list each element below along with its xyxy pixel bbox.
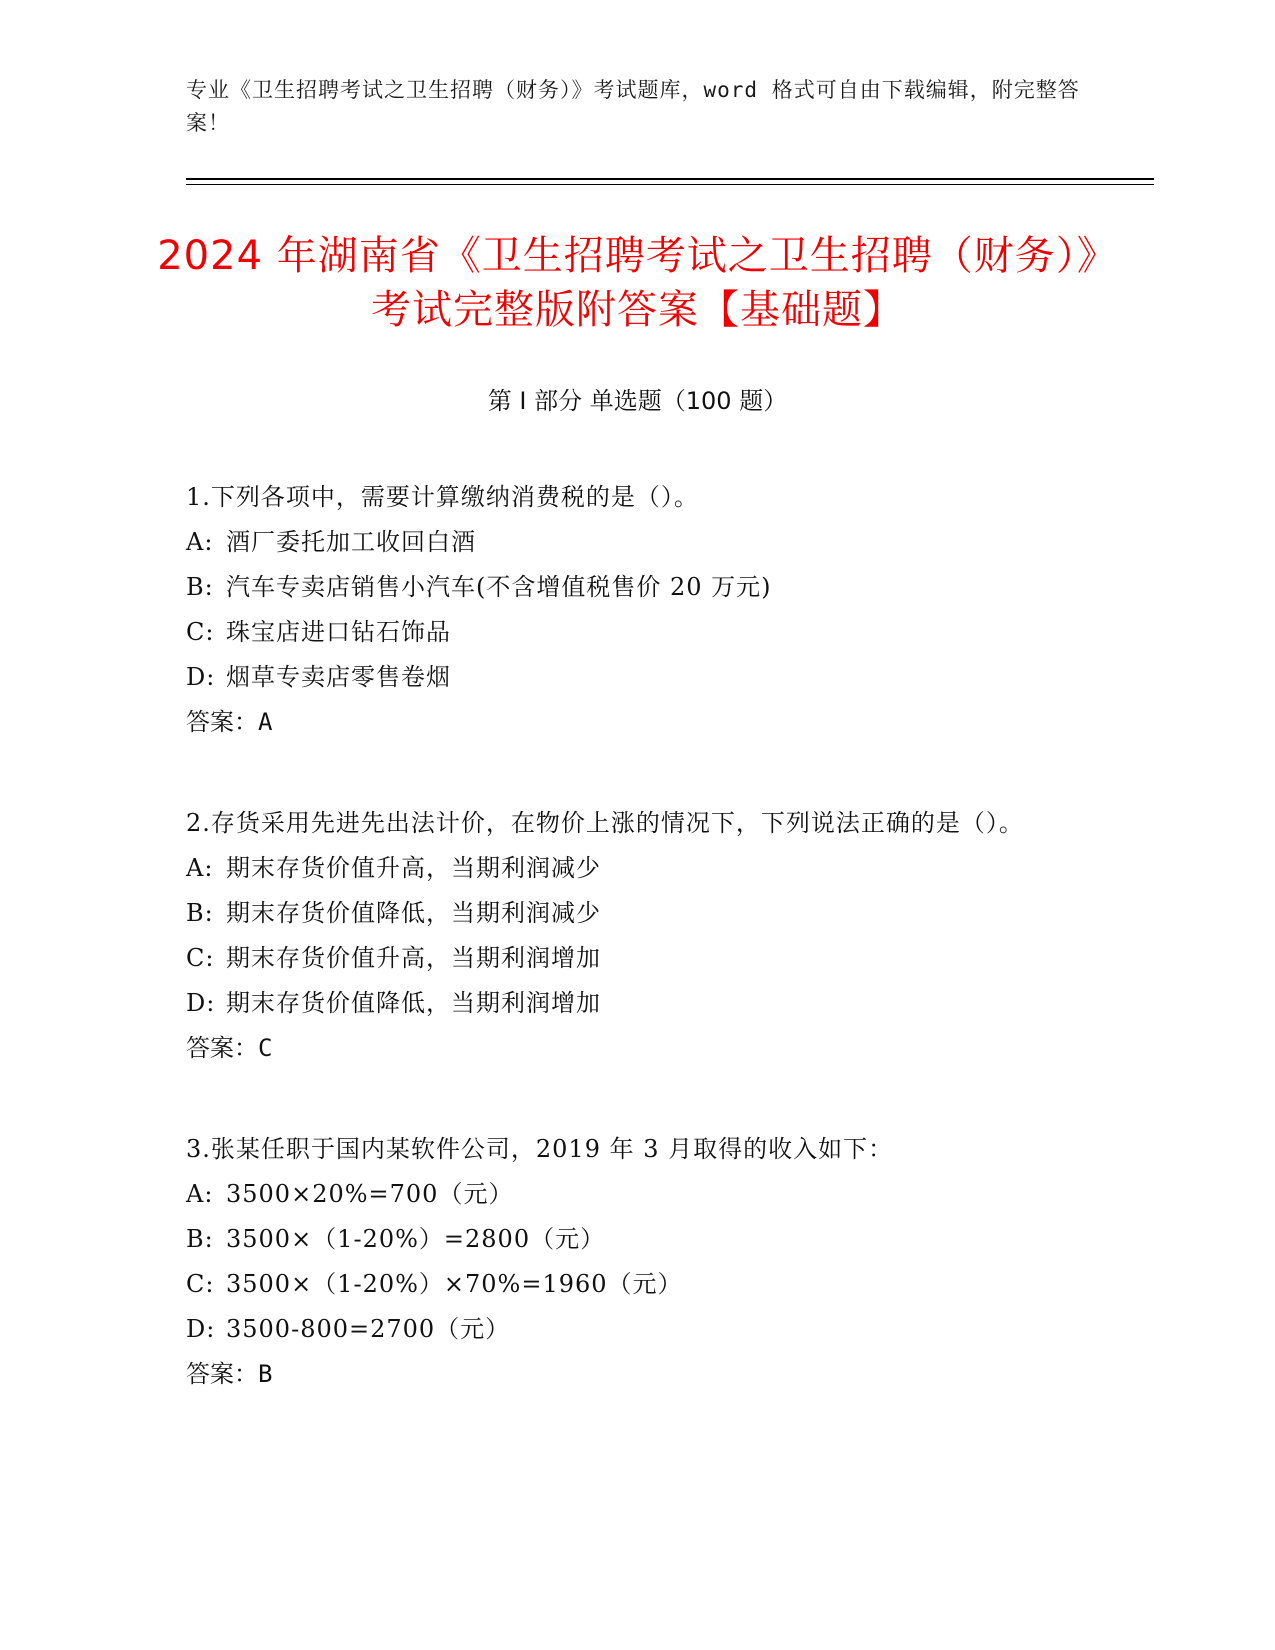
question-list	[186, 475, 1066, 1453]
answer-value: C	[258, 1034, 273, 1062]
answer-label: 答案：	[186, 1360, 258, 1388]
option-b	[186, 565, 1066, 610]
option-key: C:	[186, 1270, 215, 1298]
header-note: 专业《卫生招聘考试之卫生招聘（财务）》考试题库，word 格式可自由下载编辑，附完整答案！	[186, 78, 1080, 135]
option-key: B:	[186, 1225, 214, 1253]
option-b	[186, 1217, 1066, 1262]
option-text: 烟草专卖店零售卷烟	[226, 663, 451, 691]
option-key: A:	[186, 854, 214, 882]
option-key: C:	[186, 618, 215, 646]
option-b	[186, 891, 1066, 936]
option-text: 3500-800=2700（元）	[226, 1315, 511, 1343]
option-text: 3500×（1-20%）×70%=1960（元）	[226, 1270, 683, 1298]
option-d	[186, 981, 1066, 1026]
option-text: 期末存货价值降低，当期利润减少	[226, 899, 601, 927]
option-a	[186, 1172, 1066, 1217]
question-stem: 2.存货采用先进先出法计价，在物价上涨的情况下，下列说法正确的是（）。	[186, 809, 1024, 837]
answer-label: 答案：	[186, 708, 258, 736]
option-key: B:	[186, 573, 214, 601]
option-text: 期末存货价值升高，当期利润增加	[226, 944, 601, 972]
option-key: D:	[186, 989, 216, 1017]
option-d	[186, 655, 1066, 700]
option-c	[186, 1262, 1066, 1307]
question-stem: 1.下列各项中，需要计算缴纳消费税的是（）。	[186, 483, 699, 511]
answer-value: B	[258, 1360, 273, 1388]
option-c	[186, 610, 1066, 655]
option-d	[186, 1307, 1066, 1352]
question-3	[186, 1127, 1066, 1397]
option-key: D:	[186, 1315, 216, 1343]
option-key: B:	[186, 899, 214, 927]
option-key: C:	[186, 944, 215, 972]
option-key: A:	[186, 528, 214, 556]
option-c	[186, 936, 1066, 981]
option-text: 期末存货价值升高，当期利润减少	[226, 854, 601, 882]
option-text: 3500×20%=700（元）	[226, 1180, 514, 1208]
option-text: 汽车专卖店销售小汽车(不含增值税售价 20 万元)	[226, 573, 772, 601]
option-text: 3500×（1-20%）=2800（元）	[226, 1225, 606, 1253]
option-text: 期末存货价值降低，当期利润增加	[226, 989, 601, 1017]
option-text: 珠宝店进口钻石饰品	[226, 618, 451, 646]
answer-line	[186, 1352, 1066, 1397]
header-rule-thin	[186, 184, 1154, 185]
section-heading: 第 I 部分 单选题（100 题）	[487, 387, 788, 415]
option-a	[186, 520, 1066, 565]
answer-line	[186, 1026, 1066, 1071]
option-key: A:	[186, 1180, 214, 1208]
option-a	[186, 846, 1066, 891]
document-title: 2024 年湖南省《卫生招聘考试之卫生招聘（财务）》考试完整版附答案【基础题】	[157, 233, 1118, 333]
header-rule-thick	[186, 178, 1154, 180]
question-2	[186, 801, 1066, 1071]
answer-label: 答案：	[186, 1034, 258, 1062]
option-key: D:	[186, 663, 216, 691]
answer-value: A	[258, 708, 273, 736]
option-text: 酒厂委托加工收回白酒	[226, 528, 476, 556]
question-1	[186, 475, 1066, 745]
question-stem: 3.张某任职于国内某软件公司，2019 年 3 月取得的收入如下：	[186, 1135, 894, 1163]
answer-line	[186, 700, 1066, 745]
